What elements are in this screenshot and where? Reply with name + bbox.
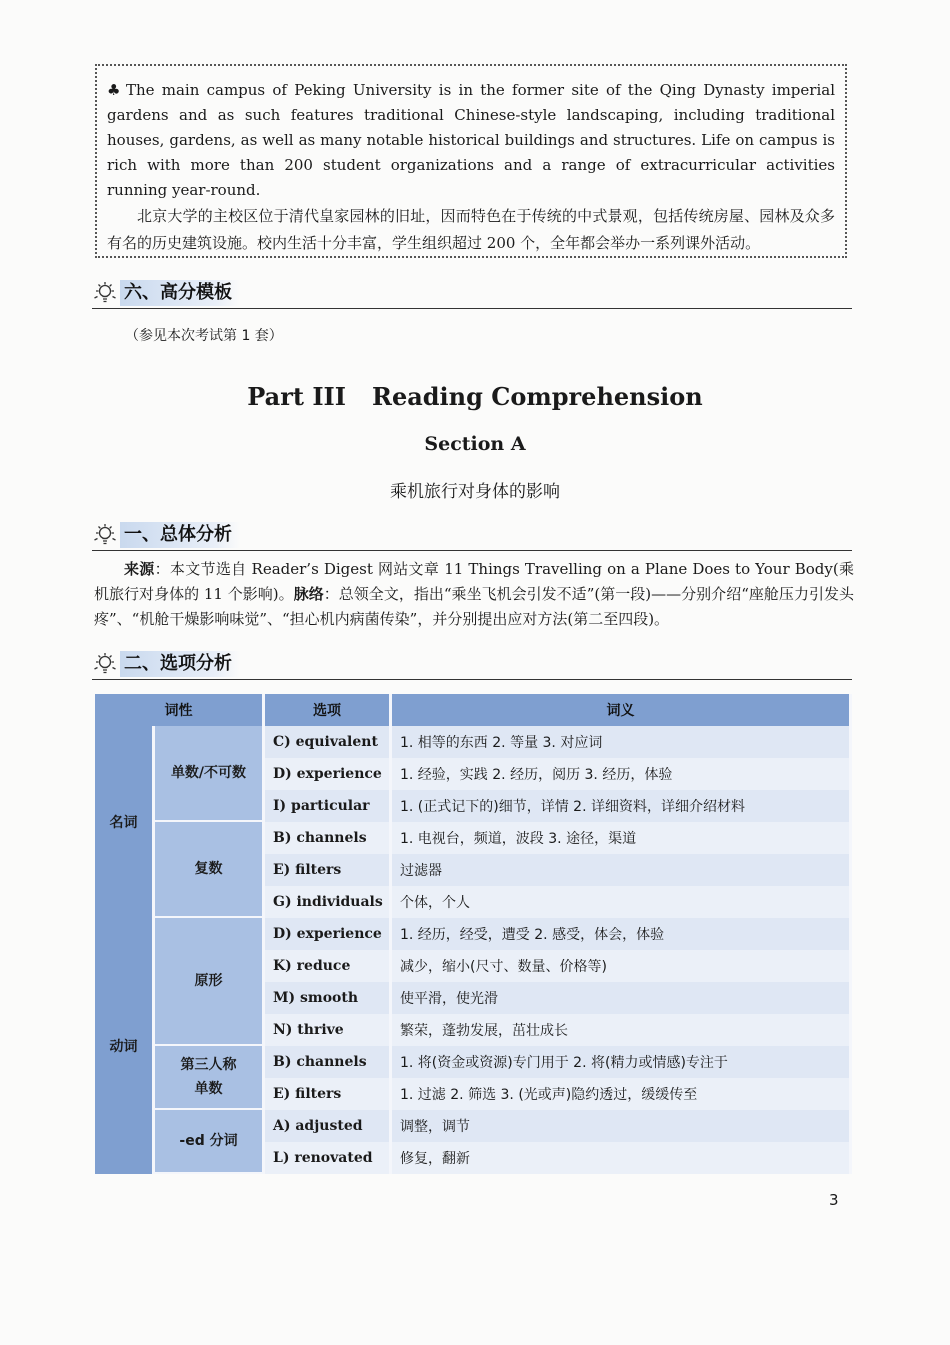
meaning-cell: 1. 相等的东西 2. 等量 3. 对应词	[392, 726, 852, 758]
section-heading-options	[92, 649, 852, 680]
article-title: 乘机旅行对身体的影响	[390, 482, 560, 502]
group-verb-base: 原形	[155, 918, 265, 1046]
option-cell: B) channels	[265, 822, 392, 854]
header-pos: 词性	[95, 694, 265, 726]
note-chinese: 北京大学的主校区位于清代皇家园林的旧址，因而特色在于传统的中式景观，包括传统房屋、园林及众多有名的历史建筑设施。校内生活十分丰富，学生组织超过 200 个，全年都会举办一系列课外活动。	[107, 207, 835, 252]
option-cell: C) equivalent	[265, 726, 392, 758]
page-number: 3	[829, 1191, 839, 1209]
table-row	[95, 822, 852, 854]
overview-paragraph: 来源：本文节选自 Reader’s Digest 网站文章 11 Things Travelling on a Plane Does to Your Body(乘机旅行对身体的 11 个影响)。脉络：总领全文，指出“乘坐飞机会引发不适”(第一段)——分别介绍“座舱压力引发头疼”、“机舱干燥影响味觉”、“担心机内病菌传染”，并分别提出应对方法(第二至四段)。	[94, 560, 854, 628]
note-box	[95, 64, 847, 258]
pos-noun: 名词	[95, 726, 155, 918]
option-cell: I) particular	[265, 790, 392, 822]
section-title: 六、高分模板	[120, 280, 240, 306]
table-row	[95, 1110, 852, 1142]
section-heading-template	[92, 278, 852, 309]
option-cell: E) filters	[265, 854, 392, 886]
meaning-cell: 1. 电视台，频道，波段 3. 途径，渠道	[392, 822, 852, 854]
option-cell: D) experience	[265, 758, 392, 790]
section-heading-overview	[92, 520, 852, 551]
option-cell: D) experience	[265, 918, 392, 950]
option-cell: K) reduce	[265, 950, 392, 982]
table-row	[95, 1046, 852, 1078]
group-verb-ed: -ed 分词	[155, 1110, 265, 1174]
reference-note: （参见本次考试第 1 套）	[125, 328, 283, 344]
meaning-cell: 个体，个人	[392, 886, 852, 918]
header-meaning: 词义	[392, 694, 852, 726]
option-cell: G) individuals	[265, 886, 392, 918]
part-title: Part III Reading Comprehension	[247, 382, 703, 411]
pos-verb: 动词	[95, 918, 155, 1174]
meaning-cell: 减少，缩小(尺寸、数量、价格等)	[392, 950, 852, 982]
meaning-cell: 修复，翻新	[392, 1142, 852, 1174]
table-row	[95, 726, 852, 758]
section-title: 二、选项分析	[120, 651, 240, 677]
meaning-cell: 繁荣，蓬勃发展，茁壮成长	[392, 1014, 852, 1046]
section-label: Section A	[424, 433, 526, 455]
option-cell: M) smooth	[265, 982, 392, 1014]
header-option: 选项	[265, 694, 392, 726]
lightbulb-icon	[92, 651, 118, 677]
note-english: ♣ The main campus of Peking University is in the former site of the Qing Dynasty imperial gardens and as such features traditional Chinese-style landscaping, including traditional houses, gardens, as well as many notable historical buildings and structures. Life on campus is rich with more than 200 student organizations and a range of extracurricular activities running year-round.	[107, 81, 835, 199]
option-cell: B) channels	[265, 1046, 392, 1078]
meaning-cell: 1. 将(资金或资源)专门用于 2. 将(精力或情感)专注于	[392, 1046, 852, 1078]
group-verb-third-person: 第三人称 单数	[155, 1046, 265, 1110]
option-cell: L) renovated	[265, 1142, 392, 1174]
option-cell: E) filters	[265, 1078, 392, 1110]
section-title: 一、总体分析	[120, 522, 240, 548]
table-header-row	[95, 694, 852, 726]
meaning-cell: 使平滑，使光滑	[392, 982, 852, 1014]
option-cell: A) adjusted	[265, 1110, 392, 1142]
option-cell: N) thrive	[265, 1014, 392, 1046]
lightbulb-icon	[92, 522, 118, 548]
meaning-cell: 1. (正式记下的)细节，详情 2. 详细资料，详细介绍材料	[392, 790, 852, 822]
club-icon: ♣	[107, 81, 123, 99]
meaning-cell: 调整，调节	[392, 1110, 852, 1142]
table-row	[95, 918, 852, 950]
meaning-cell: 1. 经历，经受，遭受 2. 感受，体会，体验	[392, 918, 852, 950]
options-table	[95, 694, 852, 1174]
meaning-cell: 1. 经验，实践 2. 经历，阅历 3. 经历，体验	[392, 758, 852, 790]
meaning-cell: 过滤器	[392, 854, 852, 886]
group-noun-uncountable: 单数/不可数	[155, 726, 265, 822]
meaning-cell: 1. 过滤 2. 筛选 3. (光或声)隐约透过，缓缓传至	[392, 1078, 852, 1110]
lightbulb-icon	[92, 280, 118, 306]
group-noun-plural: 复数	[155, 822, 265, 918]
